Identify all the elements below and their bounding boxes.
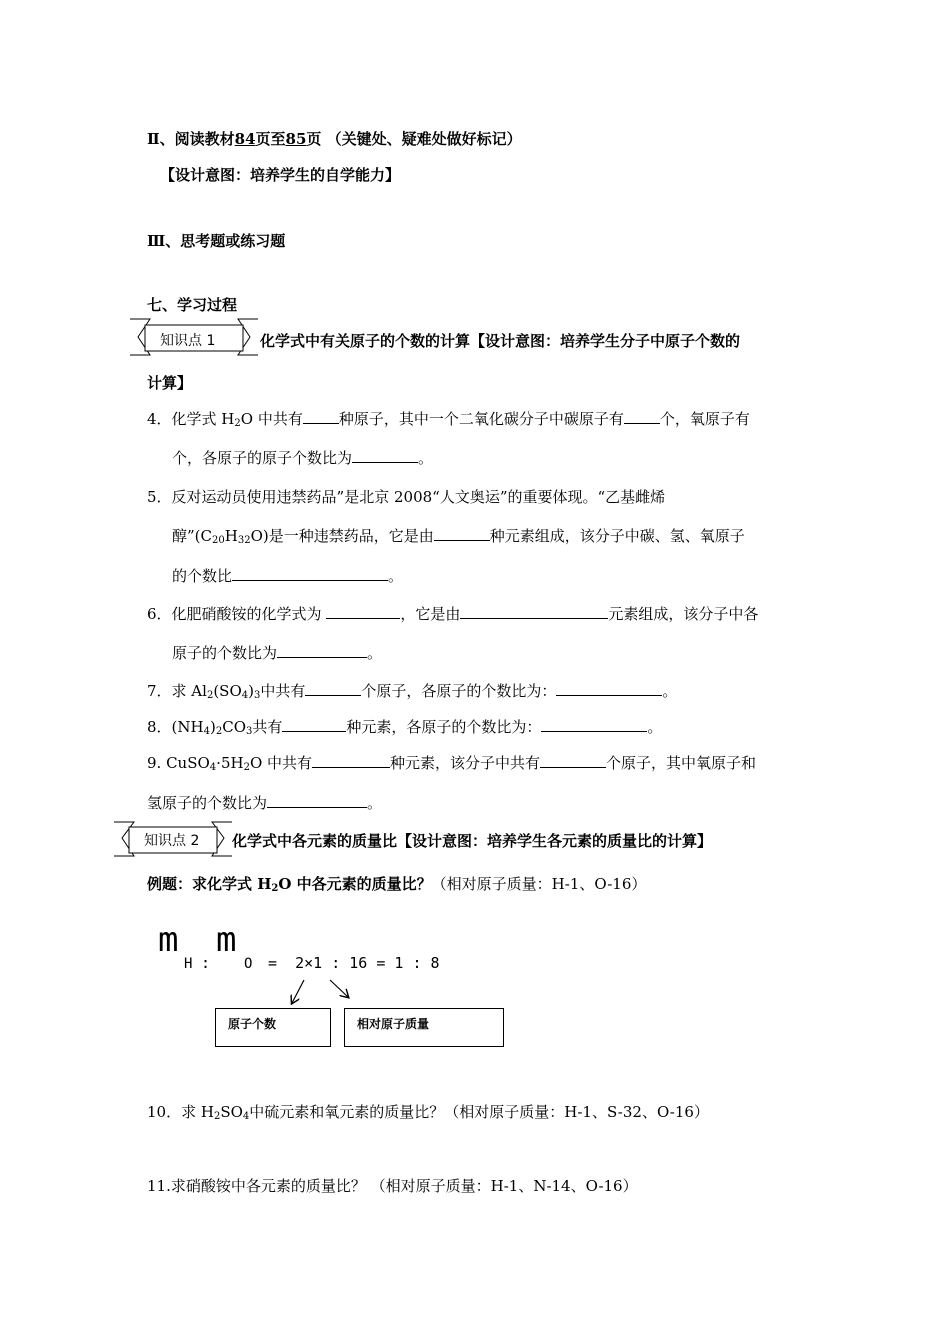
- q6-line1: 6．化肥硝酸铵的化学式为 ，它是由 元素组成，该分子中各: [147, 605, 759, 623]
- blank[interactable]: [232, 566, 388, 581]
- mass-symbol-o: m: [216, 920, 237, 960]
- blank[interactable]: [277, 643, 367, 658]
- blank[interactable]: [303, 409, 339, 424]
- blank[interactable]: [282, 717, 346, 732]
- q8-line: 8．$(NH_4)_2CO_3$共有 种元素，各原子的个数比为： 。: [147, 718, 663, 737]
- q10-line: 10．求 $H_2SO_4$中硫元素和氧元素的质量比？（相对原子质量：H-1、S-32、O-16）: [147, 1103, 709, 1122]
- section7-title: 七、学习过程: [147, 296, 238, 314]
- q5-line1: 5．反对运动员使用违禁药品”是北京 2008“人文奥运”的重要体现。“乙基雌烯: [147, 488, 666, 506]
- q7-line: 7．求 $Al_2(SO_4)_3$中共有 个原子，各原子的个数比为： 。: [147, 682, 678, 701]
- blank[interactable]: [541, 717, 647, 732]
- blank[interactable]: [352, 448, 418, 463]
- subscript-o: O: [244, 956, 253, 972]
- blank[interactable]: [556, 681, 662, 696]
- q9-line1: 9. $CuSO_4\cdot 5H_2O$ 中共有 种元素，该分子中共有 个原子，其中氧原子和: [147, 754, 757, 773]
- section2-intent: 【设计意图：培养学生的自学能力】: [160, 166, 401, 184]
- blank[interactable]: [312, 753, 390, 768]
- blank[interactable]: [267, 793, 367, 808]
- q5-line2: 醇$”(C_{20}H_{32}O)$是一种违禁药品，它是由 种元素组成，该分子中碳、氢、氧原子: [172, 527, 745, 546]
- kp1-text-cont: 计算】: [147, 374, 193, 392]
- blank[interactable]: [540, 753, 606, 768]
- q9-line2: 氢原子的个数比为 。: [147, 794, 383, 812]
- q4-line1: 4．化学式 $H_2O$ 中共有 种原子，其中一个二氧化碳分子中碳原子有 个，氧原子有: [147, 410, 750, 429]
- section2-line: Ⅱ、阅读教材84页至85页 （关键处、疑难处做好标记）: [147, 130, 522, 148]
- kp1-text: 化学式中有关原子的个数的计算【设计意图：培养学生分子中原子个数的: [260, 332, 741, 350]
- box-atom-count: 原子个数: [215, 1008, 331, 1047]
- example-line: 例题：求化学式 $H_2O$ 中各元素的质量比？（相对原子质量：H-1、O-16）: [147, 875, 647, 894]
- kp1-label: 知识点 1: [160, 333, 216, 349]
- page-start: 84: [234, 130, 256, 148]
- q6-line2: 原子的个数比为 。: [172, 644, 383, 662]
- subscript-h: H: [184, 956, 193, 972]
- section3-title: Ⅲ、思考题或练习题: [147, 232, 286, 250]
- blank[interactable]: [305, 681, 361, 696]
- blank[interactable]: [434, 526, 490, 541]
- page-end: 85: [285, 130, 307, 148]
- blank[interactable]: [460, 604, 608, 619]
- ratio-colon: :: [201, 954, 211, 972]
- blank[interactable]: [624, 409, 660, 424]
- q5-line3: 的个数比 。: [172, 567, 404, 585]
- diagram-arrows: [270, 970, 370, 1010]
- ratio-result: = 2×1 : 16 = 1 : 8: [268, 954, 440, 972]
- q4-line2: 个，各原子的原子个数比为 。: [172, 449, 434, 467]
- mass-symbol-h: m: [158, 920, 179, 960]
- q11-line: 11.求硝酸铵中各元素的质量比？ （相对原子质量：H-1、N-14、O-16）: [147, 1177, 638, 1195]
- kp2-text: 化学式中各元素的质量比【设计意图：培养学生各元素的质量比的计算】: [232, 832, 713, 850]
- blank[interactable]: [326, 604, 400, 619]
- kp2-label: 知识点 2: [144, 833, 200, 849]
- box-relative-atomic-mass: 相对原子质量: [344, 1008, 504, 1047]
